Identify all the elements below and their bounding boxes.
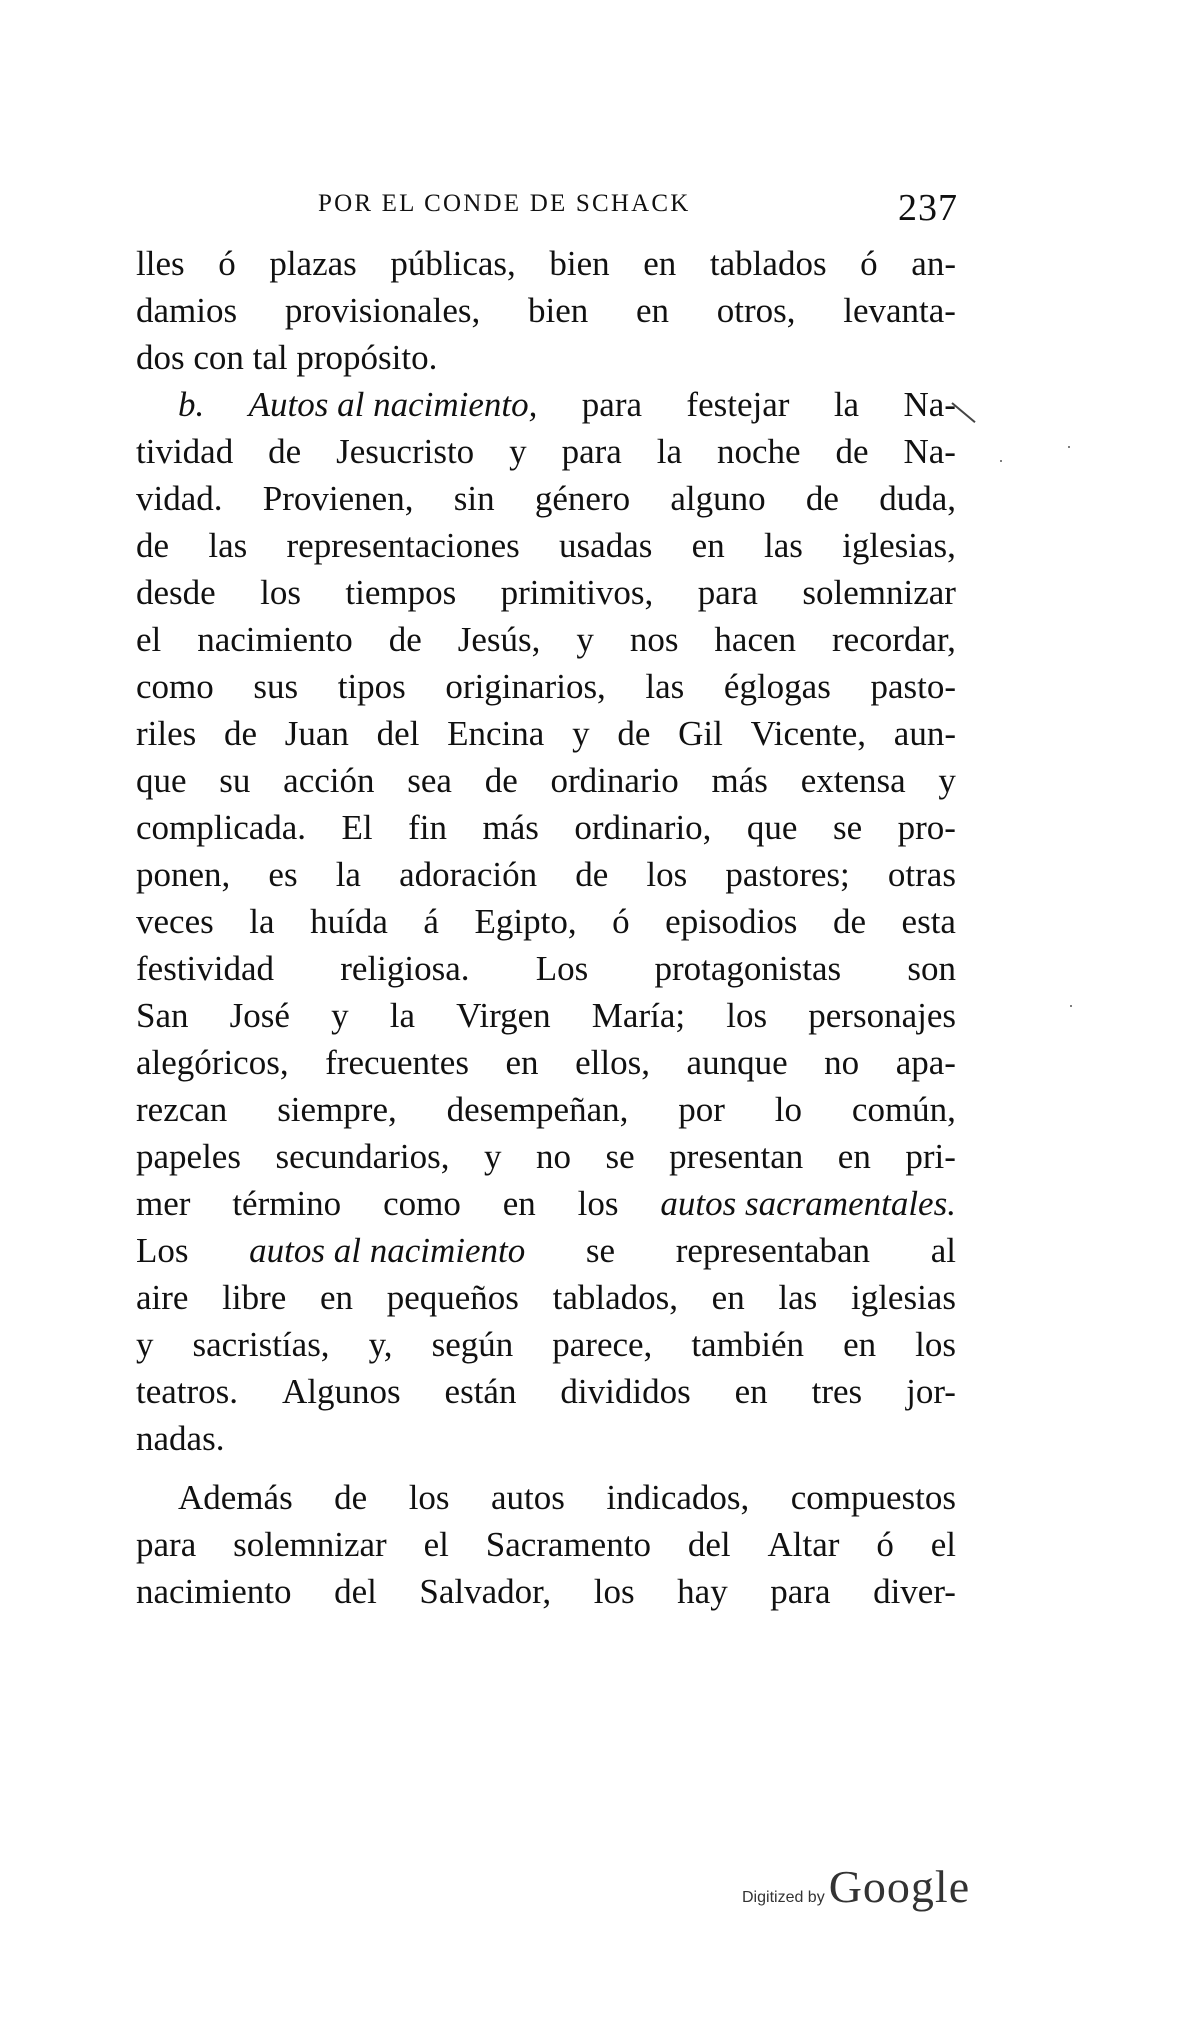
word: alguno [670, 479, 766, 518]
word: sin [453, 479, 495, 518]
word: no [535, 1137, 571, 1176]
word: riles [136, 714, 197, 753]
text-line [136, 569, 956, 616]
text-line [136, 1086, 956, 1133]
word: fin [408, 808, 448, 847]
word: desempeñan, [446, 1090, 629, 1129]
word: del [376, 714, 420, 753]
word: veces [136, 902, 214, 941]
word: Salvador, [419, 1572, 552, 1611]
word: en [643, 244, 677, 283]
word: solemnizar [233, 1525, 387, 1564]
word: y, [368, 1325, 393, 1364]
word: pasto- [870, 667, 956, 706]
word: otros, [716, 291, 796, 330]
word: extensa [800, 761, 906, 800]
word: aunque [686, 1043, 788, 1082]
word: Los [535, 949, 589, 988]
text-line [136, 1415, 956, 1462]
word: se [585, 1231, 616, 1270]
word: compuestos [790, 1478, 956, 1517]
word: Provienen, [262, 479, 414, 518]
word: la [833, 385, 860, 424]
word: siempre, [277, 1090, 397, 1129]
word: otras [887, 855, 956, 894]
word: papeles [136, 1137, 241, 1176]
word: personajes [808, 996, 956, 1035]
word: iglesias [850, 1278, 956, 1317]
word: ó [876, 1525, 894, 1564]
word: de [835, 432, 869, 471]
word: dos [136, 338, 185, 377]
word: tipos [337, 667, 406, 706]
word: de [334, 1478, 368, 1517]
word: nos [629, 620, 679, 659]
word: más [711, 761, 768, 800]
word: bien [549, 244, 610, 283]
word: desde [136, 573, 216, 612]
margin-speck [1000, 460, 1002, 462]
word: bien [527, 291, 589, 330]
word: nadas. [136, 1419, 225, 1458]
text-line [136, 522, 956, 569]
word: Los [136, 1231, 189, 1270]
word: también [691, 1325, 805, 1364]
google-logo: Google [828, 1861, 971, 1912]
word: Jesús, [457, 620, 541, 659]
word: para [561, 432, 622, 471]
word: El [341, 808, 373, 847]
word: sus [253, 667, 299, 706]
text-line [136, 1274, 956, 1321]
page-number: 237 [898, 187, 958, 229]
word: el [136, 620, 162, 659]
word: festividad [136, 949, 275, 988]
word: frecuentes [325, 1043, 469, 1082]
word: autos al nacimiento [249, 1231, 526, 1270]
word: las [208, 526, 248, 565]
word: an- [911, 244, 956, 283]
word: y [509, 432, 527, 471]
word: Autos al nacimiento, [248, 385, 538, 424]
word: b. [178, 385, 205, 424]
text-line [136, 663, 956, 710]
text-line [136, 428, 956, 475]
word: recordar, [832, 620, 956, 659]
word: damios [136, 291, 238, 330]
word: usadas [559, 526, 653, 565]
word: es [268, 855, 298, 894]
word: Virgen [456, 996, 551, 1035]
word: rezcan [136, 1090, 228, 1129]
word: con [193, 338, 244, 377]
word: que [136, 761, 187, 800]
text-line [136, 1133, 956, 1180]
word: pequeños [386, 1278, 519, 1317]
word: son [907, 949, 956, 988]
word: de [136, 526, 170, 565]
word: de [575, 855, 609, 894]
word: ponen, [136, 855, 231, 894]
word: episodios [665, 902, 798, 941]
word: género [534, 479, 631, 518]
word: protagonistas [654, 949, 842, 988]
word: festejar [686, 385, 790, 424]
running-title: POR EL CONDE DE SCHACK [318, 190, 691, 217]
word: esta [901, 902, 956, 941]
margin-speck [1068, 446, 1070, 448]
word: lles [136, 244, 185, 283]
text-line [136, 804, 956, 851]
word: las [764, 526, 803, 565]
word: pro- [897, 808, 956, 847]
word: el [423, 1525, 449, 1564]
word: ordinario [550, 761, 679, 800]
word: jor- [906, 1372, 956, 1411]
word: diver- [873, 1572, 956, 1611]
word: de [832, 902, 866, 941]
word: y [331, 996, 349, 1035]
text-line [136, 1368, 956, 1415]
word: secundarios, [275, 1137, 450, 1176]
word: más [482, 808, 539, 847]
text-line [136, 1321, 956, 1368]
word: las [778, 1278, 818, 1317]
text-line [136, 381, 956, 428]
word: y [483, 1137, 502, 1176]
word: las [645, 667, 685, 706]
word: teatros. [136, 1372, 239, 1411]
word: su [219, 761, 251, 800]
word: como [383, 1184, 461, 1223]
word: el [930, 1525, 956, 1564]
word: no [824, 1043, 860, 1082]
text-line [136, 240, 956, 287]
word: Gil [678, 714, 723, 753]
word: tablados, [552, 1278, 678, 1317]
word: tividad [136, 432, 234, 471]
word: los [408, 1478, 450, 1517]
word: según [431, 1325, 514, 1364]
word: al [930, 1231, 956, 1270]
word: públicas, [390, 244, 516, 283]
text-line [136, 757, 956, 804]
word: se [832, 808, 863, 847]
word: Altar [767, 1525, 840, 1564]
text-line [136, 945, 956, 992]
word: en [635, 291, 670, 330]
text-line [136, 992, 956, 1039]
word: la [249, 902, 275, 941]
word: églogas [723, 667, 831, 706]
word: ó [612, 902, 630, 941]
word: á [423, 902, 439, 941]
word: autos sacramentales. [660, 1184, 956, 1223]
word: Encina [447, 714, 545, 753]
word: apa- [895, 1043, 956, 1082]
word: ó [218, 244, 236, 283]
word: ellos, [575, 1043, 650, 1082]
text-line [136, 287, 956, 334]
running-head [318, 186, 958, 230]
word: se [605, 1137, 635, 1176]
word: representaban [675, 1231, 871, 1270]
word: de [388, 620, 422, 659]
word: los [646, 855, 688, 894]
text-line [136, 1474, 956, 1521]
word: la [656, 432, 682, 471]
text-line [136, 475, 956, 522]
word: Jesucristo [336, 432, 475, 471]
word: hay [677, 1572, 728, 1611]
word: tres [811, 1372, 863, 1411]
word: Na- [903, 385, 956, 424]
text-line [136, 616, 956, 663]
watermark-prefix: Digitized by [742, 1889, 825, 1906]
word: tablados [709, 244, 827, 283]
word: los [577, 1184, 619, 1223]
word: representaciones [286, 526, 520, 565]
word: Además [178, 1478, 293, 1517]
word: los [593, 1572, 635, 1611]
word: de [805, 479, 839, 518]
word: en [734, 1372, 768, 1411]
word: alegóricos, [136, 1043, 289, 1082]
word: para [136, 1525, 197, 1564]
word: San [136, 996, 189, 1035]
word: Egipto, [474, 902, 577, 941]
word: en [843, 1325, 877, 1364]
word: pastores; [725, 855, 850, 894]
margin-speck [1070, 1005, 1072, 1007]
word: para [581, 385, 643, 424]
word: sea [407, 761, 452, 800]
word: ordinario, [574, 808, 712, 847]
word: común, [851, 1090, 956, 1129]
word: en [691, 526, 725, 565]
word: y [938, 761, 956, 800]
word: propósito. [296, 338, 438, 377]
word: para [770, 1572, 831, 1611]
word: de [484, 761, 518, 800]
word: término [232, 1184, 342, 1223]
digitized-by-watermark [742, 1860, 970, 1920]
word: de [617, 714, 651, 753]
word: de [268, 432, 302, 471]
word: pri- [905, 1137, 956, 1176]
word: autos [491, 1478, 565, 1517]
word: plazas [269, 244, 357, 283]
word: originarios, [445, 667, 606, 706]
text-line [136, 1568, 956, 1615]
text-line [136, 898, 956, 945]
word: de [224, 714, 258, 753]
word: aire [136, 1278, 189, 1317]
word: iglesias, [842, 526, 956, 565]
word: José [229, 996, 290, 1035]
word: en [505, 1043, 539, 1082]
word: levanta- [843, 291, 956, 330]
word: sacristías, [192, 1325, 330, 1364]
word: Algunos [281, 1372, 401, 1411]
word: para [697, 573, 758, 612]
word: indicados, [606, 1478, 750, 1517]
word: aun- [893, 714, 956, 753]
word: María; [591, 996, 686, 1035]
word: libre [222, 1278, 287, 1317]
word: divididos [560, 1372, 691, 1411]
text-line [136, 1180, 956, 1227]
text-line [136, 1039, 956, 1086]
text-line [136, 851, 956, 898]
word: Vicente, [750, 714, 867, 753]
word: en [502, 1184, 536, 1223]
word: religiosa. [340, 949, 470, 988]
word: provisionales, [284, 291, 481, 330]
word: ó [860, 244, 878, 283]
word: por [678, 1090, 725, 1129]
word: y [136, 1325, 154, 1364]
word: la [389, 996, 416, 1035]
word: los [915, 1325, 956, 1364]
word: parece, [552, 1325, 653, 1364]
word: están [444, 1372, 517, 1411]
word: del [687, 1525, 731, 1564]
word: como [136, 667, 214, 706]
text-line [136, 1521, 956, 1568]
word: tal [252, 338, 288, 377]
word: del [334, 1572, 377, 1611]
word: adoración [399, 855, 538, 894]
word: presentan [669, 1137, 804, 1176]
body-text [136, 240, 956, 1615]
word: Juan [284, 714, 349, 753]
word: nacimiento [197, 620, 353, 659]
word: mer [136, 1184, 191, 1223]
word: Na- [903, 432, 956, 471]
word: solemnizar [802, 573, 956, 612]
word: lo [774, 1090, 803, 1129]
word: vidad. [136, 479, 223, 518]
word: la [335, 855, 361, 894]
word: duda, [879, 479, 956, 518]
word: en [837, 1137, 871, 1176]
word: acción [283, 761, 375, 800]
word: huída [310, 902, 388, 941]
word: y [572, 714, 590, 753]
text-line [136, 710, 956, 757]
word: los [726, 996, 768, 1035]
text-line [136, 1227, 956, 1274]
word: Sacramento [485, 1525, 651, 1564]
word: hacen [714, 620, 797, 659]
word: primitivos, [500, 573, 654, 612]
word: noche [716, 432, 801, 471]
word: y [576, 620, 594, 659]
word: tiempos [345, 573, 457, 612]
word: que [746, 808, 798, 847]
word: los [260, 573, 301, 612]
word: en [711, 1278, 745, 1317]
text-line [136, 334, 956, 381]
word: en [319, 1278, 354, 1317]
word: nacimiento [136, 1572, 292, 1611]
word: complicada. [136, 808, 307, 847]
